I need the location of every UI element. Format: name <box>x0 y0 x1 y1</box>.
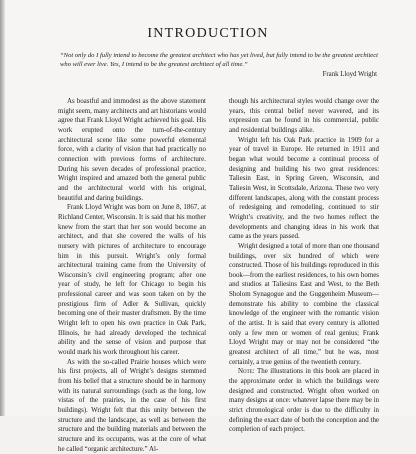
left-paragraph-2: Frank Lloyd Wright was born on June 8, 1867, at Richland Center, Wisconsin. It is said that his mother knew from the start that her son would become an architect, and that she covered the walls of his nursery with pictures of architecture to encourage him in this pursuit. Wright’s only formal architectural training came from the University of Wisconsin’s civil engineering program; after one year of study, he left for Chicago to begin his professional career and was soon taken on by the prestigious firm of Adler & Sullivan, quickly becoming one of their master draftsmen. By the time Wright left to open his own practice in Oak Park, Illinois, he had already developed the technical ability and the sense of vision and purpose that would mark his work throughout his career. <box>58 203 206 357</box>
left-column <box>58 97 206 454</box>
page-title: INTRODUCTION <box>147 26 269 41</box>
page-binding-edge <box>0 0 5 416</box>
right-column <box>229 97 379 435</box>
epigraph-quote: “Not only do I fully intend to become the greatest architect who has yet lived, but fully intend to be the greatest architect who will ever live. Yes, I intend to be the greatest architect of all time.” <box>60 52 378 69</box>
right-paragraph-2: Wright designed a total of more than one thousand buildings, over six hundred of which were constructed. Those of his buildings reproduced in this book—from the earliest residences, to his own homes and studios at Taliesins East and West, to the Beth Sholom Synagogue and the Guggenheim Museum—demonstrate his ability to combine the classical knowledge of the engineer with the romantic vision of the artist. It is said that every century is allotted only a few men or women of real genius; Frank Lloyd Wright may or may not be considered “the greatest architect of all time,” but he was, most certainly, a true genius of the twentieth century. <box>229 241 379 366</box>
right-continuation: though his architectural styles would change over the years, this central belief never wavered, and its expression can be found in his commercial, public and residential buildings alike. <box>229 97 379 134</box>
right-paragraph-1: Wright left his Oak Park practice in 1909 for a year of travel in Europe. He returned in 1911 and began what would become a continual process of designing and building his two great residences: Taliesin East, in Spring Green, Wisconsin, and Taliesin West, in Scottsdale, Arizona. These two very different landscapes, along with the constant process of redesigning and remodeling, continued to stir Wright’s creativity, and the two homes reflect the developments and changing ideas in his work that came as the years passed. <box>229 135 379 241</box>
epigraph-attribution: Frank Lloyd Wright <box>322 71 377 78</box>
left-paragraph-3: As with the so-called Prairie houses which were his first projects, all of Wright’s designs stemmed from his belief that a structure should be in harmony with its natural surroundings (such as the long, low vistas of the prairies, in the case of his first buildings). Wright felt that this unity between the structure and the landscape, as well as between the structure and the building materials and between the structure and its occupants, was at the core of what he called “organic architecture.” Al- <box>58 357 206 453</box>
note-label: Note: <box>238 367 255 376</box>
note-paragraph <box>229 367 379 435</box>
left-paragraph-1: As boastful and immodest as the above statement might seem, many architects and art historians would agree that Frank Lloyd Wright achieved his goal. His work erupted onto the turn-of-the-century architectural scene like some powerful elemental force, with a clarity of vision that had practically no connection with previous forms of architecture. During his seven decades of professional practice, Wright inspired and amazed both the general public and the architectural world with his original, beautiful and daring buildings. <box>58 97 206 202</box>
note-text: The illustrations in this book are placed in the approximate order in which the buildings were designed and constructed. Wright often worked on many designs at once: whatever lapse there may be in strict chronological order is due to the difficulty in defining the exact date of both the conception and the completion of each project. <box>229 367 379 434</box>
